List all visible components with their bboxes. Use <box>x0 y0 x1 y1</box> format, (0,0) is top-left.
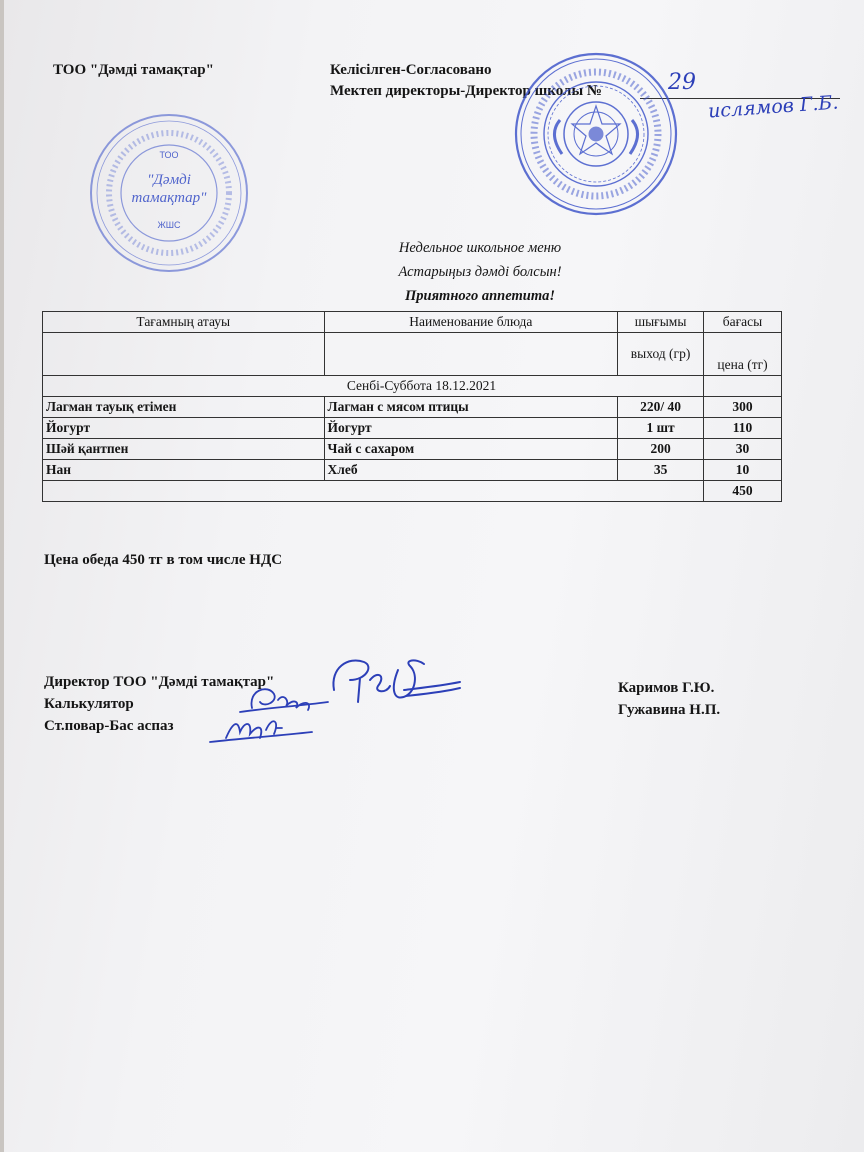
row-price: 300 <box>704 397 782 418</box>
table-row <box>43 418 782 439</box>
table-header-row-2 <box>43 333 782 376</box>
page-edge <box>0 0 4 1152</box>
title-weekly-menu: Недельное школьное меню <box>398 240 562 256</box>
director-label: Директор ТОО "Дәмді тамақтар" <box>44 674 275 690</box>
lunch-price-note: Цена обеда 450 тг в том числе НДС <box>44 552 283 568</box>
row-price: 30 <box>704 439 782 460</box>
row-yield: 200 <box>618 439 704 460</box>
chef-signature-icon <box>206 710 316 746</box>
stamp-top-text: ТОО <box>159 150 179 160</box>
row-ru-name: Чай с сахаром <box>324 439 618 460</box>
row-price: 10 <box>704 460 782 481</box>
stamp-name-line-2: тамақтар" <box>131 190 207 206</box>
row-kz-name: Лагман тауық етімен <box>43 397 325 418</box>
stamp-bottom-text: ЖШС <box>157 220 181 230</box>
school-number: 29 <box>668 70 696 95</box>
table-row <box>43 397 782 418</box>
row-yield: 220/ 40 <box>618 397 704 418</box>
header-price-ru: цена (тг) <box>704 333 782 376</box>
day-row <box>43 376 782 397</box>
row-kz-name: Нан <box>43 460 325 481</box>
row-ru-name: Йогурт <box>324 418 618 439</box>
row-ru-name: Лагман с мясом птицы <box>324 397 618 418</box>
row-kz-name: Йогурт <box>43 418 325 439</box>
row-yield: 35 <box>618 460 704 481</box>
total-price: 450 <box>704 481 782 502</box>
director-name: Каримов Г.Ю. <box>618 680 715 696</box>
row-kz-name: Шәй қантпен <box>43 439 325 460</box>
table-row <box>43 439 782 460</box>
title-ru-greeting: Приятного аппетита! <box>404 288 555 304</box>
row-ru-name: Хлеб <box>324 460 618 481</box>
header-ru-name: Наименование блюда <box>324 312 618 333</box>
title-kz-greeting: Астарыңыз дәмді болсын! <box>398 264 562 280</box>
header-kz-name: Тағамның атауы <box>43 312 325 333</box>
chef-label: Ст.повар-Бас аспаз <box>44 718 174 734</box>
row-yield: 1 шт <box>618 418 704 439</box>
director-signature-text: ислямов Г.Б. <box>707 91 840 123</box>
approval-line-2: Мектеп директоры-Директор школы № <box>330 83 602 99</box>
company-name: ТОО "Дәмді тамақтар" <box>53 62 214 78</box>
approval-line-1: Келісілген-Согласовано <box>330 62 492 78</box>
school-stamp <box>512 50 680 218</box>
total-row <box>43 481 782 502</box>
table-row <box>43 460 782 481</box>
table-header-row <box>43 312 782 333</box>
row-price: 110 <box>704 418 782 439</box>
day-label: Сенбі-Суббота 18.12.2021 <box>43 376 704 397</box>
director-signature-icon <box>320 650 470 720</box>
header-price-kz: бағасы <box>704 312 782 333</box>
header-yield-kz: шығымы <box>618 312 704 333</box>
calculator-name: Гужавина Н.П. <box>618 702 721 718</box>
stamp-name-line-1: "Дәмді <box>147 172 191 188</box>
header-yield-ru: выход (гр) <box>618 333 704 376</box>
calculator-label: Калькулятор <box>44 696 134 712</box>
menu-table <box>42 311 782 502</box>
